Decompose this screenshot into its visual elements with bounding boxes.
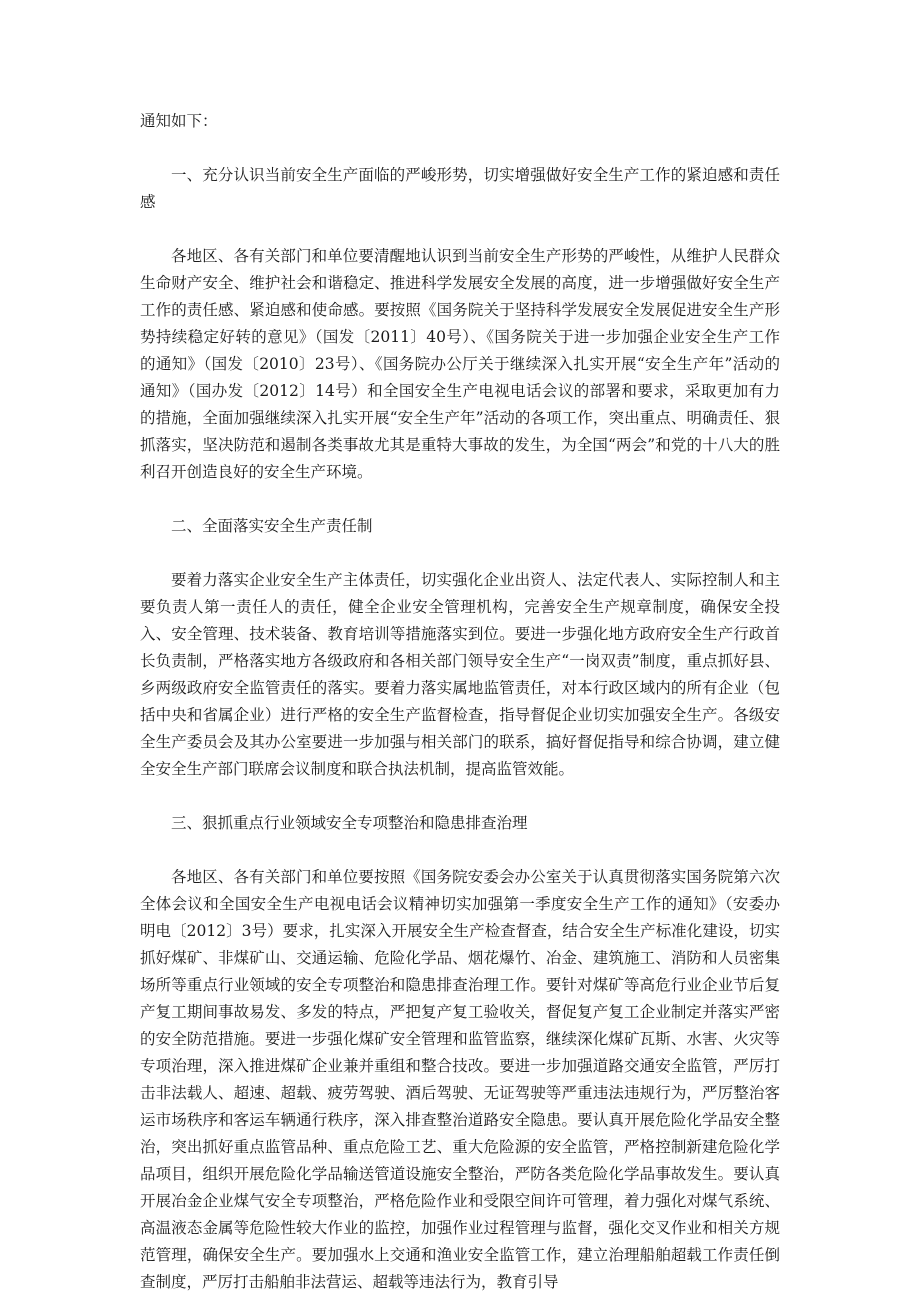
lead-line: 通知如下： bbox=[140, 112, 218, 130]
spacer bbox=[140, 135, 780, 162]
spacer bbox=[140, 783, 780, 810]
section-2-heading: 二、全面落实安全生产责任制 bbox=[171, 517, 373, 535]
spacer bbox=[140, 216, 780, 243]
spacer bbox=[140, 486, 780, 513]
section-3-body: 各地区、各有关部门和单位要按照《国务院安委会办公室关于认真贯彻落实国务院第六次全体会议和全国安全生产电视电话会议精神切实加强第一季度安全生产工作的通知》（安委办明电〔2012〕3号）要求，扎实深入开展安全生产检查督查，结合安全生产标准化建设，切实抓好煤矿、非煤矿山、交通运输、危险化学品、烟花爆竹、冶金、建筑施工、消防和人员密集场所等重点行业领域的安全专项整治和隐患排查治理工作。要针对煤矿等高危行业企业节后复产复工期间事故易发、多发的特点，严把复产复工验收关，督促复产复工企业制定并落实严密的安全防范措施。要进一步强化煤矿安全管理和监管监察，继续深化煤矿瓦斯、水害、火灾等专项治理，深入推进煤矿企业兼并重组和整合技改。要进一步加强道路交通安全监管，严厉打击非法载人、超速、超载、疲劳驾驶、酒后驾驶、无证驾驶等严重违法违规行为，严厉整治客运市场秩序和客运车辆通行秩序，深入排查整治道路安全隐患。要认真开展危险化学品安全整治，突出抓好重点监管品种、重点危险工艺、重大危险源的安全监管，严格控制新建危险化学品项目，组织开展危险化学品输送管道设施安全整治，严防各类危险化学品事故发生。要认真开展冶金企业煤气安全专项整治，严格危险作业和受限空间许可管理，着力强化对煤气系统、高温液态金属等危险性较大作业的监控，加强作业过程管理与监督，强化交叉作业和相关方规范管理，确保安全生产。要加强水上交通和渔业安全监管工作，建立治理船舶超载工作责任倒查制度，严厉打击船舶非法营运、超载等违法行为，教育引导 bbox=[140, 868, 780, 1291]
section-2-body: 要着力落实企业安全生产主体责任，切实强化企业出资人、法定代表人、实际控制人和主要负责人第一责任人的责任，健全企业安全管理机构，完善安全生产规章制度，确保安全投入、安全管理、技术装备、教育培训等措施落实到位。要进一步强化地方政府安全生产行政首长负责制，严格落实地方各级政府和各相关部门领导安全生产“一岗双责”制度，重点抓好县、乡两级政府安全监管责任的落实。要着力落实属地监管责任，对本行政区域内的所有企业（包括中央和省属企业）进行严格的安全生产监督检查，指导督促企业切实加强安全生产。各级安全生产委员会及其办公室要进一步加强与相关部门的联系，搞好督促指导和综合协调，建立健全安全生产部门联席会议制度和联合执法机制，提高监管效能。 bbox=[140, 571, 780, 778]
spacer bbox=[140, 540, 780, 567]
section-1-body: 各地区、各有关部门和单位要清醒地认识到当前安全生产形势的严峻性，从维护人民群众生命财产安全、维护社会和谐稳定、推进科学发展安全发展的高度，进一步增强做好安全生产工作的责任感、紧迫感和使命感。要按照《国务院关于坚持科学发展安全发展促进安全生产形势持续稳定好转的意见》（国发〔2011〕40号）、《国务院关于进一步加强企业安全生产工作的通知》（国发〔2010〕23号）、《国务院办公厅关于继续深入扎实开展“安全生产年”活动的通知》（国办发〔2012〕14号）和全国安全生产电视电话会议的部署和要求，采取更加有力的措施，全面加强继续深入扎实开展“安全生产年”活动的各项工作，突出重点、明确责任、狠抓落实，坚决防范和遏制各类事故尤其是重特大事故的发生，为全国“两会”和党的十八大的胜利召开创造良好的安全生产环境。 bbox=[140, 247, 780, 481]
spacer bbox=[140, 837, 780, 864]
section-3-heading: 三、狠抓重点行业领域安全专项整治和隐患排查治理 bbox=[171, 814, 528, 832]
section-1-heading: 一、充分认识当前安全生产面临的严峻形势，切实增强做好安全生产工作的紧迫感和责任感 bbox=[140, 166, 780, 211]
